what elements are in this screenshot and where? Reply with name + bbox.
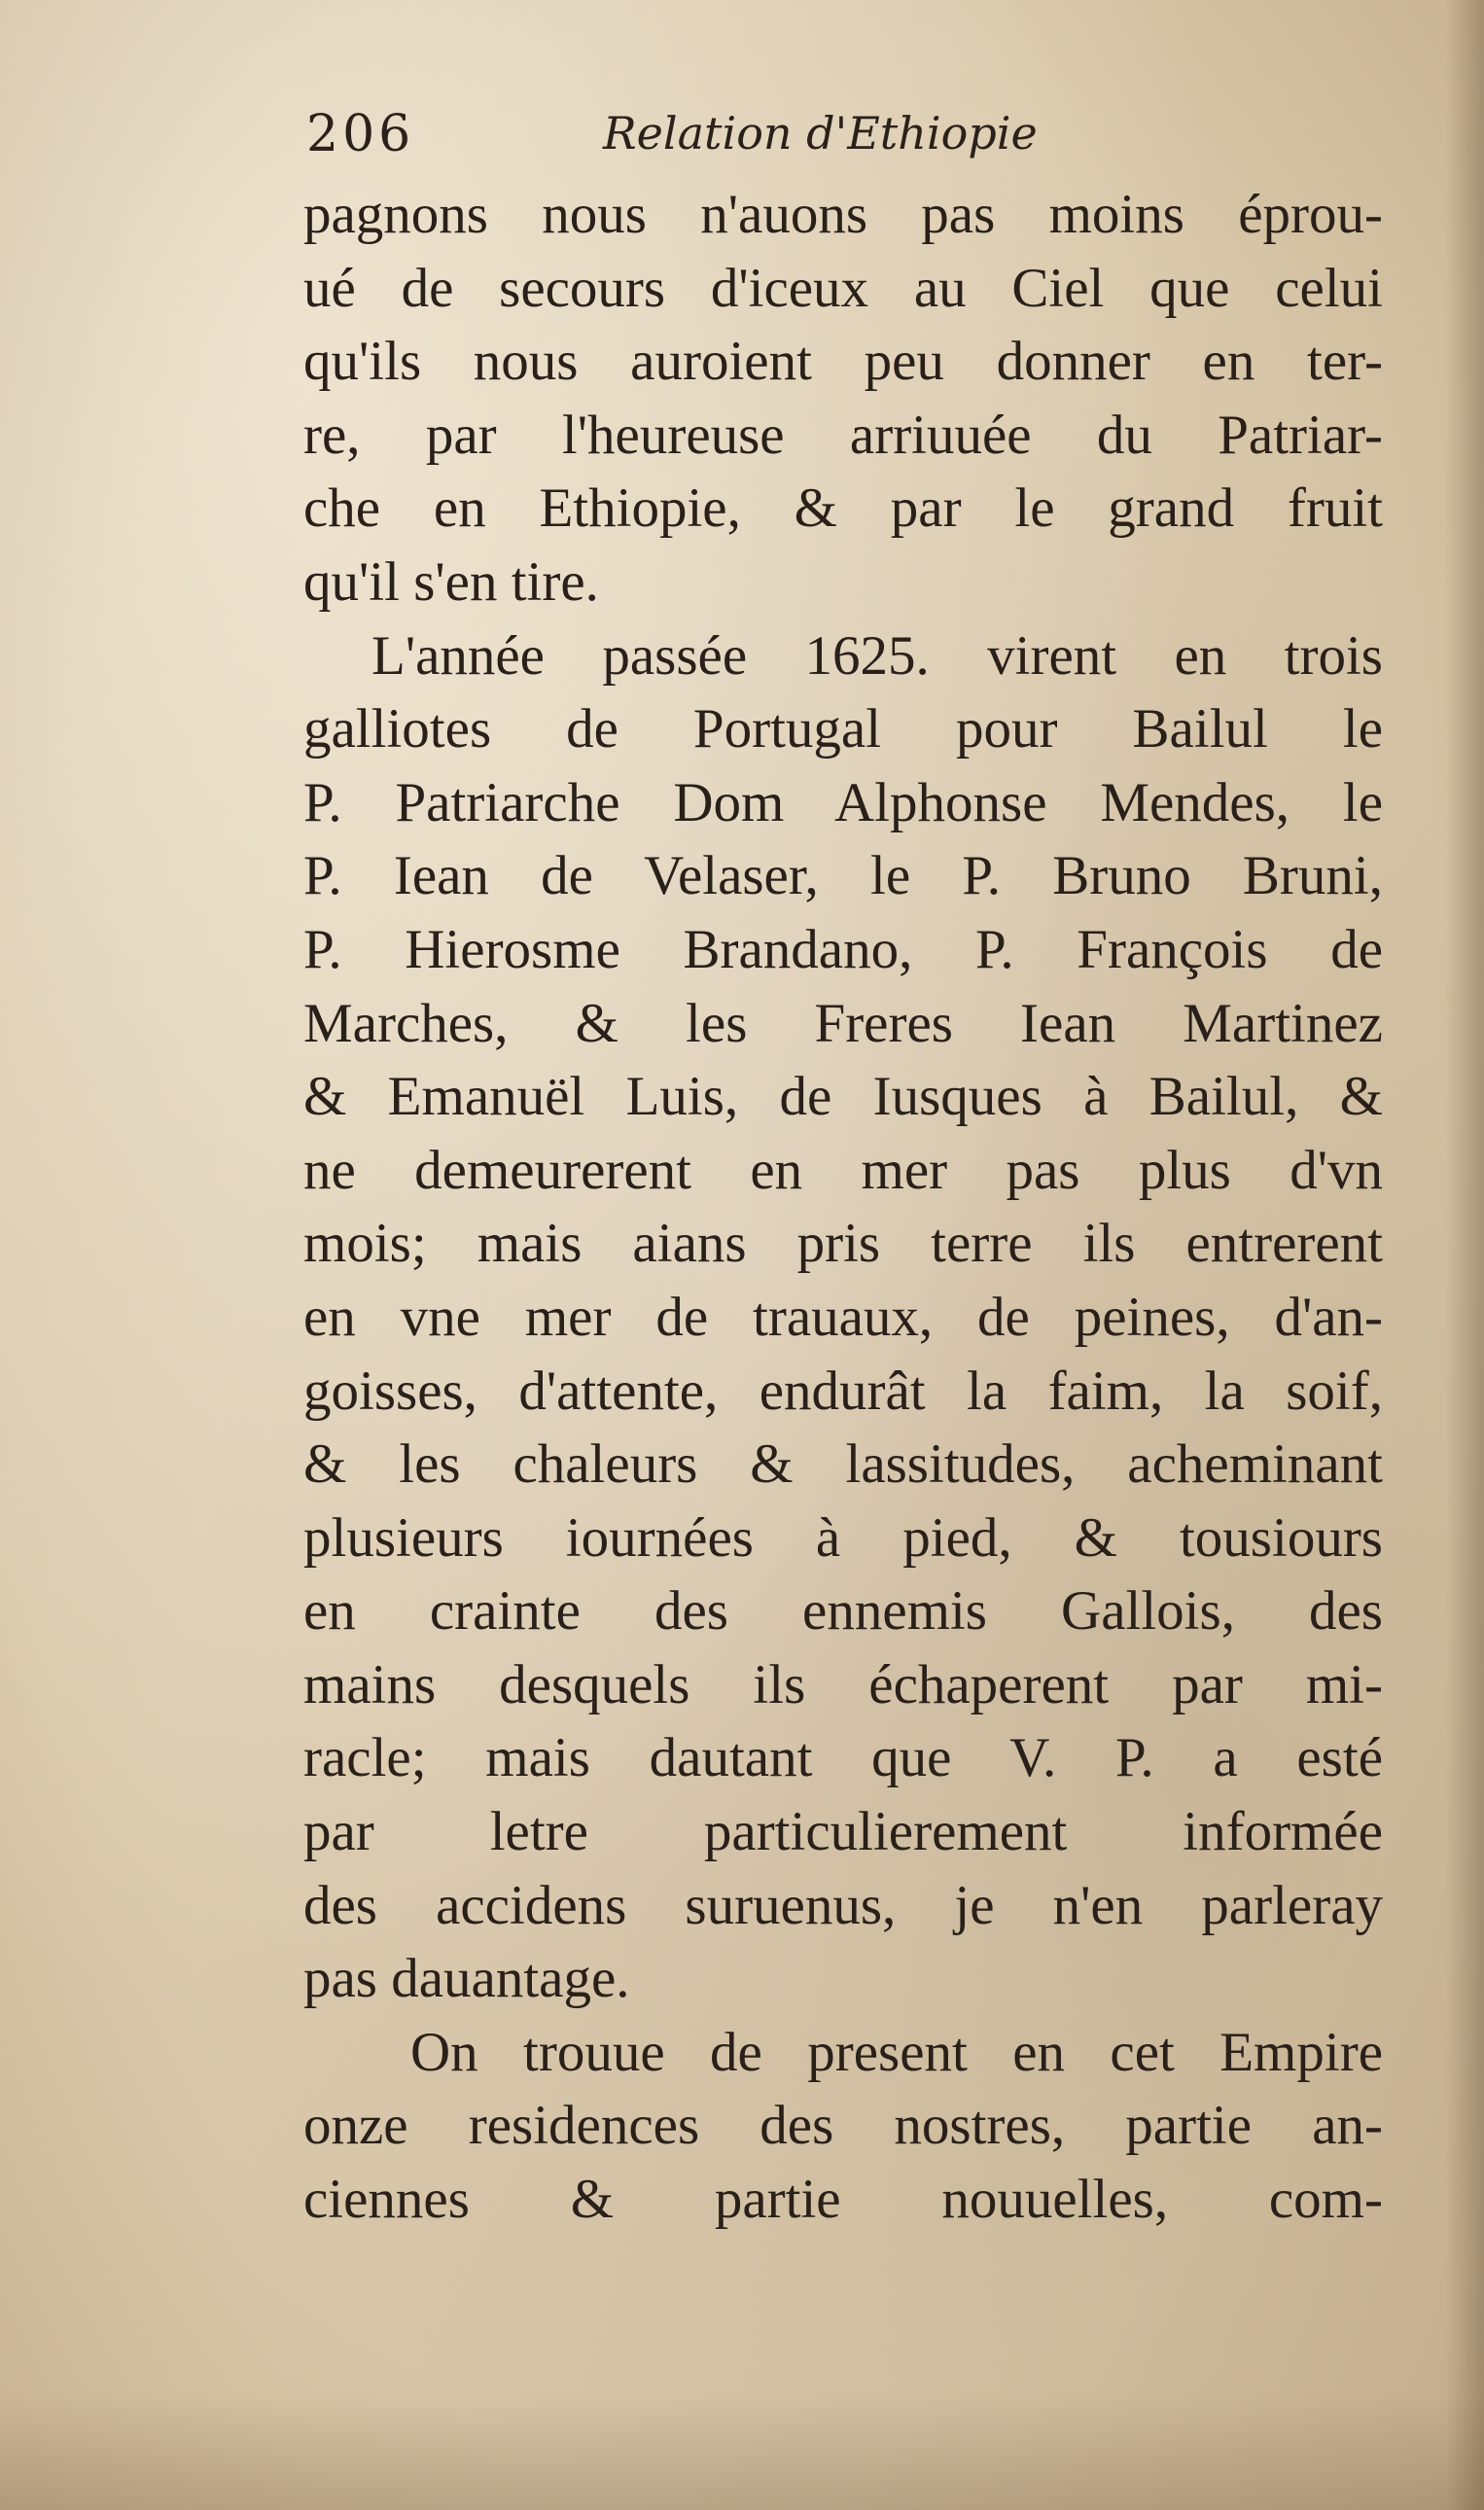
text-line: & les chaleurs & lassitudes, acheminant (303, 1433, 1383, 1496)
text-line: racle; mais dautant que V. P. a esté (303, 1727, 1383, 1789)
text-line: mains desquels ils échaperent par mi- (303, 1653, 1383, 1715)
text-line: onze residences des nostres, partie an- (303, 2095, 1383, 2157)
text-line: des accidens suruenus, je n'en parleray (303, 1874, 1383, 1936)
page-number: 206 (306, 105, 415, 163)
text-line: en vne mer de trauaux, de peines, d'an- (303, 1286, 1383, 1348)
text-line: P. Patriarche Dom Alphonse Mendes, le (303, 771, 1383, 833)
text-line: P. Hierosme Brandano, P. François de (303, 918, 1383, 980)
text-line: en crainte des ennemis Gallois, des (303, 1580, 1383, 1643)
text-line: goisses, d'attente, endurât la faim, la soif, (303, 1360, 1383, 1422)
text-line: galliotes de Portugal pour Bailul le (303, 698, 1383, 760)
text-line: re, par l'heureuse arriuuée du Patriar- (303, 404, 1383, 466)
paragraph-start-line: L'année passée 1625. virent en trois (371, 624, 1383, 687)
text-line: pas dauantage. (303, 1948, 630, 2010)
text-line: plusieurs iournées à pied, & tousiours (303, 1506, 1383, 1569)
text-line: ué de secours d'iceux au Ciel que celui (303, 257, 1383, 319)
text-line: mois; mais aians pris terre ils entrerent (303, 1213, 1383, 1275)
page-header (306, 105, 1104, 173)
running-title: Relation d'Ethiopie (603, 107, 1038, 159)
text-line: P. Iean de Velaser, le P. Bruno Bruni, (303, 845, 1383, 907)
text-line: & Emanuël Luis, de Iusques à Bailul, & (303, 1066, 1383, 1128)
text-line: Marches, & les Freres Iean Martinez (303, 992, 1383, 1054)
text-line: pagnons nous n'auons pas moins éprou- (303, 184, 1383, 245)
text-line: ne demeurerent en mer pas plus d'vn (303, 1139, 1383, 1201)
body-text (303, 178, 1383, 2237)
text-line: qu'il s'en tire. (303, 550, 599, 613)
paragraph-start-line: On trouue de present en cet Empire (410, 2021, 1383, 2083)
text-line: che en Ethiopie, & par le grand fruit (303, 477, 1383, 540)
text-line: ciennes & partie nouuelles, com- (303, 2169, 1383, 2231)
text-line: par letre particulierement informée (303, 1801, 1383, 1863)
text-line: qu'ils nous auroient peu donner en ter- (303, 331, 1383, 393)
